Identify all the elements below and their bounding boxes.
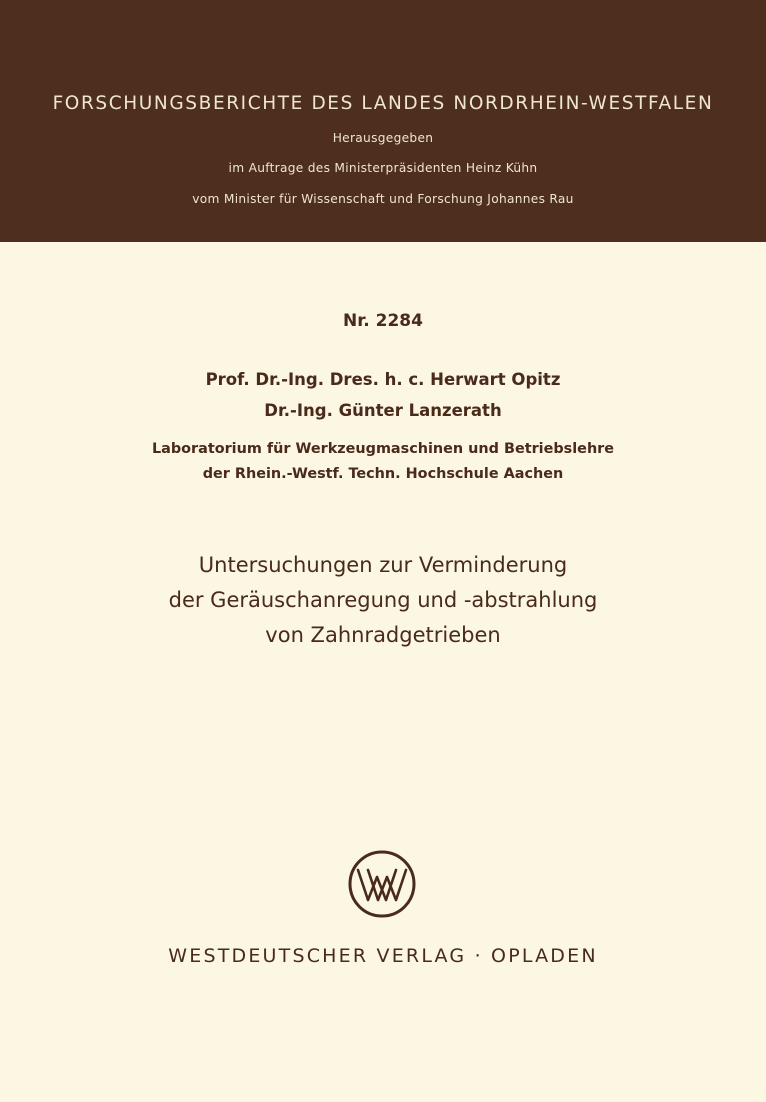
minister-line: vom Minister für Wissenschaft und Forschung Johannes Rau (192, 192, 574, 206)
publisher-name: WESTDEUTSCHER VERLAG · OPLADEN (168, 945, 598, 967)
institution-line-1: Laboratorium für Werkzeugmaschinen und Betriebslehre (151, 441, 615, 457)
title-line-2: der Geräuschanregung und -abstrahlung (168, 588, 598, 612)
series-title: FORSCHUNGSBERICHTE DES LANDES NORDRHEIN-WESTFALEN (52, 93, 714, 114)
title-line-3: von Zahnradgetrieben (265, 623, 501, 647)
editor-line: Herausgegeben (332, 131, 434, 145)
report-number: Nr. 2284 (343, 311, 423, 331)
title-line-1: Untersuchungen zur Verminderung (198, 553, 568, 577)
institution-line-2: der Rhein.-Westf. Techn. Hochschule Aachen (202, 466, 564, 482)
commission-line: im Auftrage des Ministerpräsidenten Heinz Kühn (228, 161, 538, 175)
author-secondary: Dr.-Ing. Günter Lanzerath (264, 401, 502, 420)
header-band (0, 0, 766, 242)
publisher-logo-icon (346, 848, 418, 920)
author-primary: Prof. Dr.-Ing. Dres. h. c. Herwart Opitz (205, 370, 561, 389)
